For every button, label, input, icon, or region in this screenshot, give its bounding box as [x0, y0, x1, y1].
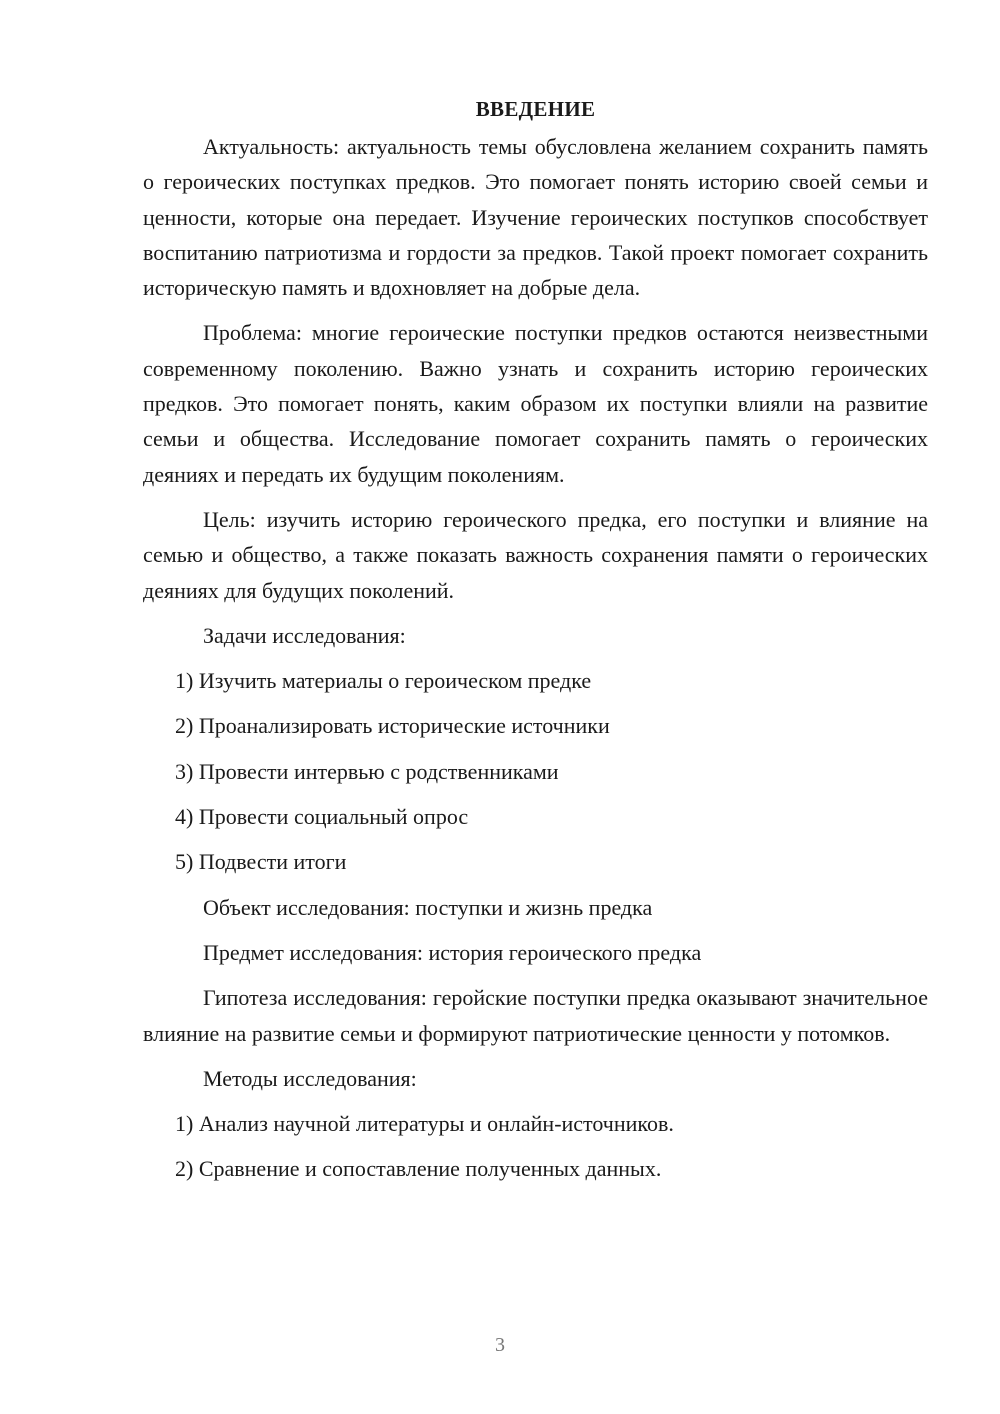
goal-paragraph: Цель: изучить историю героического предка, его поступки и влияние на семью и общество, а также показать важность сохранения памяти о героических деяниях для будущих поколений.: [143, 506, 928, 603]
list-item: 2) Проанализировать исторические источники: [175, 713, 610, 739]
tasks-list: [143, 663, 928, 879]
hypothesis-paragraph: Гипотеза исследования: геройские поступки предка оказывают значительное влияние на развитие семьи и формируют патриотические ценности у потомков.: [143, 985, 928, 1046]
methods-heading: Методы исследования:: [203, 1065, 417, 1091]
page-number: 3: [495, 1334, 505, 1356]
list-item: 4) Провести социальный опрос: [175, 804, 469, 830]
list-item: 3) Провести интервью с родственниками: [175, 758, 559, 784]
object-line: Объект исследования: поступки и жизнь предка: [203, 894, 653, 920]
list-item: 1) Анализ научной литературы и онлайн-источников.: [175, 1111, 674, 1137]
subject-line: Предмет исследования: история героического предка: [203, 939, 702, 965]
relevance-paragraph: Актуальность: актуальность темы обусловлена желанием сохранить память о героических поступках предков. Это помогает понять историю своей семьи и ценности, которые она передает. Изучение героических поступков способствует воспитанию патриотизма и гордости за предков. Такой проект помогает сохранить историческую память и вдохновляет на добрые дела.: [143, 134, 928, 301]
page-title: ВВЕДЕНИЕ: [475, 97, 596, 121]
list-item: 5) Подвести итоги: [175, 849, 347, 875]
methods-list: [143, 1106, 928, 1187]
tasks-heading: Задачи исследования:: [203, 622, 406, 648]
list-item: 2) Сравнение и сопоставление полученных данных.: [175, 1156, 662, 1182]
list-item: 1) Изучить материалы о героическом предке: [175, 668, 592, 694]
document-page: [143, 92, 928, 1197]
problem-paragraph: Проблема: многие героические поступки предков остаются неизвестными современному поколению. Важно узнать и сохранить историю героических предков. Это помогает понять, каким образом их поступки влияли на развитие семьи и общества. Исследование помогает сохранить память о героических деяниях и передать их будущим поколениям.: [143, 320, 928, 487]
